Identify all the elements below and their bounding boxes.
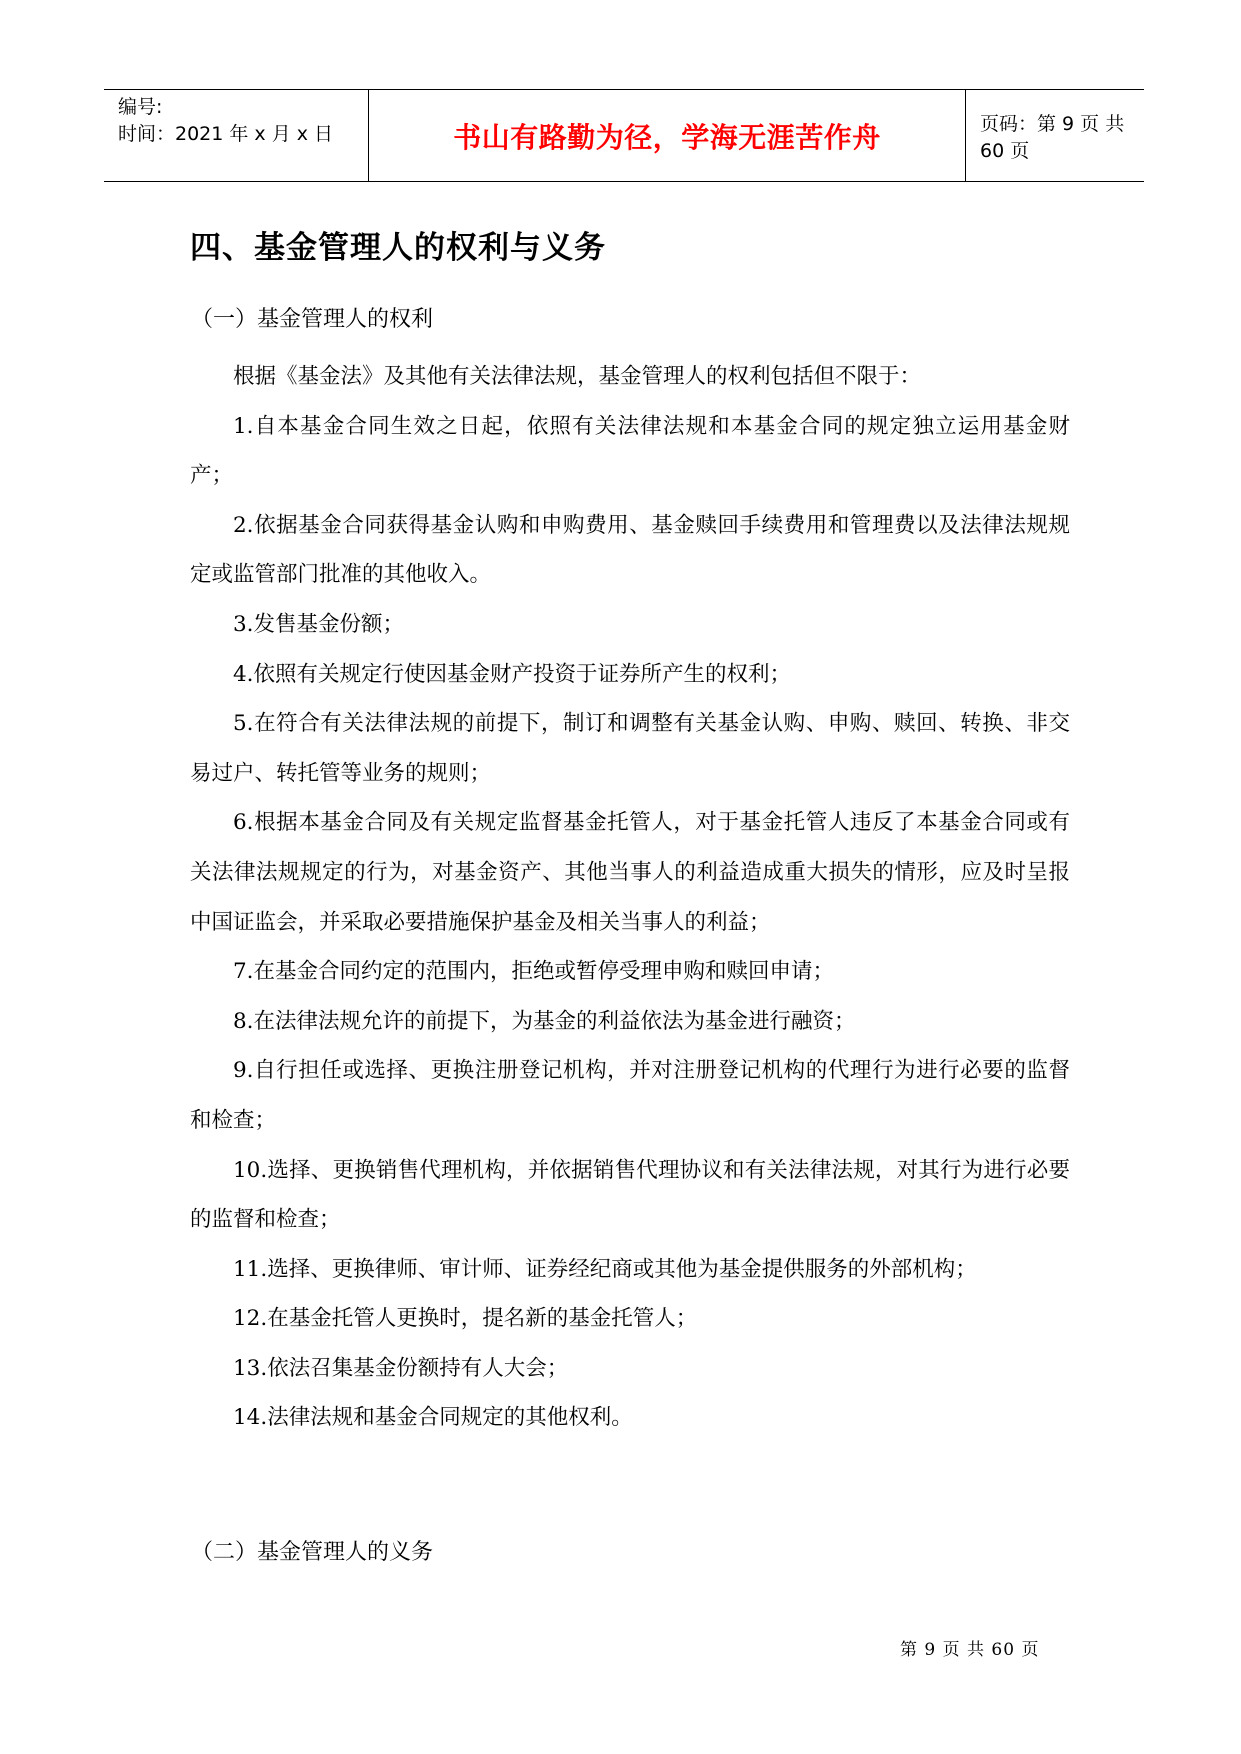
page-header — [104, 89, 1144, 182]
paragraph: 1.自本基金合同生效之日起，依照有关法律法规和本基金合同的规定独立运用基金财产； — [190, 413, 1070, 489]
paragraph: 11.选择、更换律师、审计师、证券经纪商或其他为基金提供服务的外部机构； — [233, 1256, 977, 1282]
paragraph: 10.选择、更换销售代理机构，并依据销售代理协议和有关法律法规，对其行为进行必要的监督和检查； — [190, 1157, 1070, 1233]
paragraph: 13.依法召集基金份额持有人大会； — [233, 1355, 569, 1381]
paragraph: 14.法律法规和基金合同规定的其他权利。 — [233, 1405, 633, 1431]
paragraph: 根据《基金法》及其他有关法律法规，基金管理人的权利包括但不限于： — [233, 364, 922, 389]
page-footer: 第 9 页 共 60 页 — [900, 1640, 1040, 1660]
paragraph: 5.在符合有关法律法规的前提下，制订和调整有关基金认购、申购、赎回、转换、非交易过户、转托管等业务的规则； — [190, 711, 1070, 786]
paragraph: 9.自行担任或选择、更换注册登记机构，并对注册登记机构的代理行为进行必要的监督和检查； — [190, 1058, 1070, 1133]
subsection-heading-obligations: （二）基金管理人的义务 — [191, 1540, 434, 1565]
header-motto: 书山有路勤为径，学海无涯苦作舟 — [369, 90, 966, 181]
paragraph: 2.依据基金合同获得基金认购和申购费用、基金赎回手续费用和管理费以及法律法规规定或监管部门批准的其他收入。 — [190, 512, 1070, 588]
section-title: 四、基金管理人的权利与义务 — [190, 230, 606, 266]
paragraph: 3.发售基金份额； — [233, 611, 405, 637]
document-time-label: 时间：2021 年 x 月 x 日 — [118, 123, 334, 145]
paragraph: 4.依照有关规定行使因基金财产投资于证券所产生的权利； — [233, 661, 792, 687]
paragraph: 12.在基金托管人更换时，提名新的基金托管人； — [233, 1306, 698, 1332]
paragraph: 7.在基金合同约定的范围内，拒绝或暂停受理申购和赎回申请； — [233, 959, 835, 985]
subsection-heading-rights: （一）基金管理人的权利 — [191, 307, 434, 332]
document-body — [190, 352, 1070, 1443]
header-page-number: 页码：第 9 页 共 60 页 — [980, 112, 1125, 162]
document-number-label: 编号: — [118, 96, 163, 118]
paragraph: 6.根据本基金合同及有关规定监督基金托管人，对于基金托管人违反了本基金合同或有关法律法规规定的行为，对基金资产、其他当事人的利益造成重大损失的情形，应及时呈报中国证监会，并采取必要措施保护基金及相关当事人的利益； — [190, 810, 1070, 935]
header-meta — [104, 90, 369, 181]
paragraph: 8.在法律法规允许的前提下，为基金的利益依法为基金进行融资； — [233, 1008, 856, 1034]
